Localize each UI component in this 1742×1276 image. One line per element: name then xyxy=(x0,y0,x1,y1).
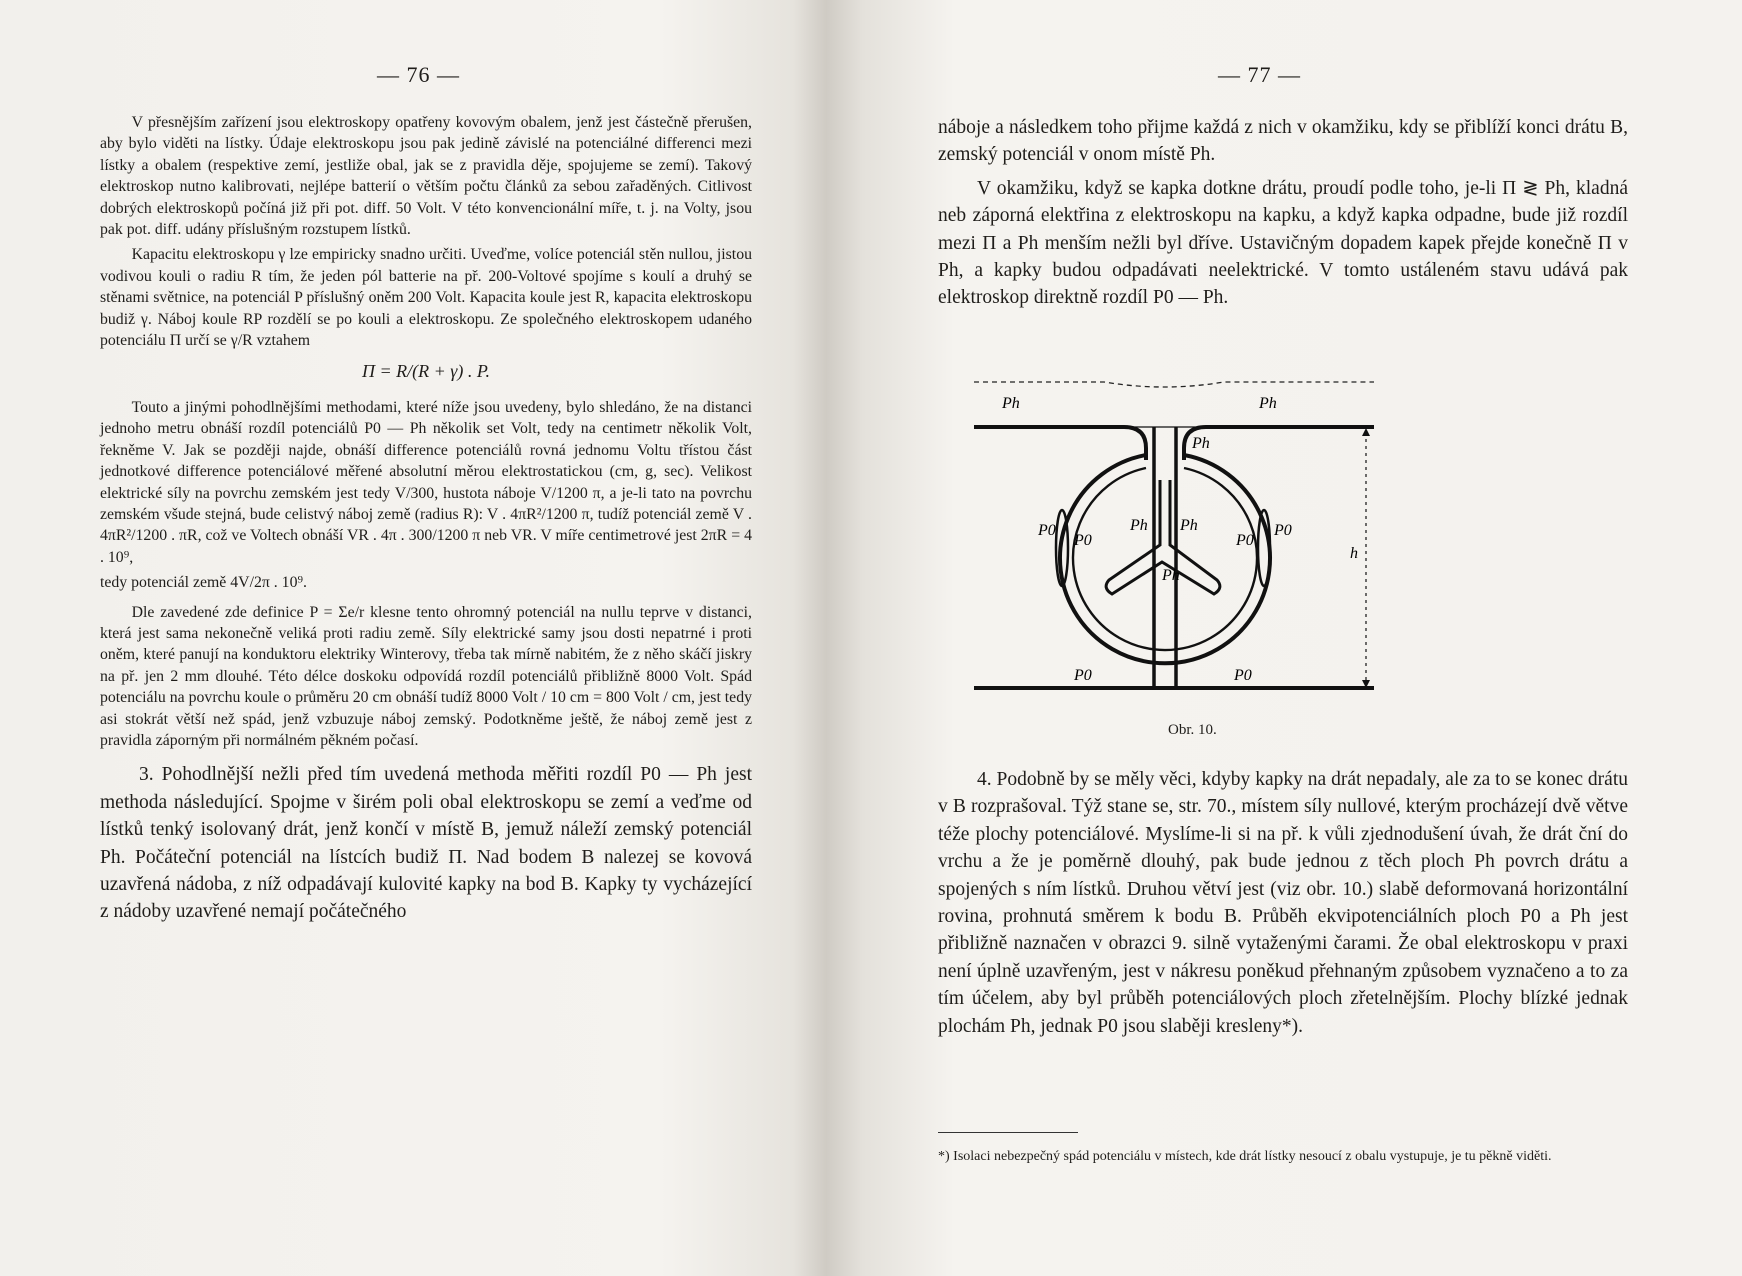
paragraph: V přesnějším zařízení jsou elektroskopy opatřeny kovovým obalem, jenž jest částečně přerušen, aby bylo viděti na lístky. Údaje elektroskopu jsou pak jedině závislé na potenciálné differenci mezi lístky a obalem (respektive zemí, jestliže obal, jak se z pravidla děje, spojujeme se zemí). Takový elektroskop nutno kalibrovati, nejlépe batterií o větším počtu článků za sebou zařaděných. Citlivost dobrých elektroskopů počíná již při pot. diff. 50 Volt. V této konvencionální míře, t. j. na Volty, jsou pak pot. diff. udány příslušným rozstupem lístků. xyxy=(100,114,752,239)
paragraph: 4. Podobně by se měly věci, kdyby kapky na drát nepadaly, ale za to se konec drátu v B rozprašoval. Týž stane se, str. 70., místem síly nullové, kterým procházejí dvě větve téže plochy potenciálové. Myslíme-li si na př. k vůli zjednodušení úvah, že drát ční do vrchu a že je poměrně dlouhý, pak bude jednou z těch ploch Ph povrch drátu a spojených s ním lístků. Druhou větví jest (viz obr. 10.) slabě deformovaná horizontální rovina, prohnutá směrem k bodu B. Průběh ekvipotenciálních ploch P0 a Ph jest přibližně naznačen v obrazci 9. silně vytaženými čarami. Že obal elektroskopu v praxi není úplně uzavřeným, jest v nákresu poněkud přehnaným způsobem vyznačeno a to za tím účelem, aby byl průběh potenciálových ploch zřetelnějším. Plochy blízké jednak plochám Ph, jednak P0 jsou slaběji kresleny*). xyxy=(938,769,1628,1037)
paragraph: tedy potenciál země 4V/2π . 10⁹. xyxy=(100,574,307,592)
label-ph: Ph xyxy=(1192,435,1210,452)
label-p0: P0 xyxy=(1234,667,1252,684)
dashed-boundary xyxy=(974,382,1374,387)
housing-ring xyxy=(1060,455,1270,663)
label-p0: P0 xyxy=(1074,532,1092,549)
paragraph: Dle zavedené zde definice P = Σe/r klesne tento ohromný potenciál na nullu teprve v distanci, která jest sama nekonečně veliká proti radiu země. Síly elektrické samy jsou dosti nepatrné i proti oněm, které panují na konduktoru elektriky Winterovy, třeba tak mírně nabitém, že z něho skáčí jiskry na př. jen 2 mm dlouhé. Této délce doskoku odpovídá rozdíl potenciálů přibližně 8000 Volt. Spád potenciálu na povrchu koule o průměru 20 cm obnáší tudíž 8000 Volt / 10 cm = 800 Volt / cm, jest tedy asi stokrát větší než spád, jenž vzbuzuje náboj zemský. Podotkněme ještě, že náboj země jest z pravidla záporným při normálném pěkném počasí. xyxy=(100,603,752,749)
figure-10 xyxy=(934,370,1494,720)
label-ph: Ph xyxy=(1259,395,1277,412)
paragraph: 3. Pohodlnější nežli před tím uvedená methoda měřiti rozdíl P0 — Ph jest methoda následující. Spojme v širém poli obal elektroskopu se zemí a veďme od lístků tenký isolovaný drát, jenž končí v místě B, jemuž náleží zemský potenciál Ph. Počáteční potenciál na lístcích budiž Π. Nad bodem B nalezej se kovová uzavřená nádoba, z níž odpadávají kulovité kapky na bod B. Kapky ty vycházející z nádoby uzavřené nemají počátečného xyxy=(100,764,752,923)
paragraph: Kapacitu elektroskopu γ lze empiricky snadno určiti. Uveďme, volíce potenciál stěn nullou, jistou vodivou kouli o radiu R tím, že jeden pól batterie na př. 200-Voltové spojíme s koulí a druhý se stěnami světnice, na potenciál P příslušný oněm 200 Volt. Kapacita koule jest R, kapacita elektroskopu budiž γ. Náboj koule RP rozdělí se po kouli a elektroskopu. Ze společného elektroskopem udaného potenciálu Π určí se γ/R vztahem xyxy=(100,246,752,350)
label-ph: Ph xyxy=(1002,395,1020,412)
label-ph: Ph xyxy=(1180,517,1198,534)
right-page xyxy=(826,0,1742,1276)
right-text-column-top xyxy=(938,114,1628,312)
footnote: *) Isolaci nebezpečný spád potenciálu v místech, kde drát lístky nesoucí z obalu vystupuje, je tu pěkně viděti. xyxy=(938,1149,1552,1164)
label-p0: P0 xyxy=(1038,522,1056,539)
label-h: h xyxy=(1350,545,1358,562)
formula: Π = R/(R + γ) . P. xyxy=(361,361,491,382)
top-plate xyxy=(974,427,1374,460)
left-text-column xyxy=(100,112,752,926)
figure-caption: Obr. 10. xyxy=(1168,722,1217,738)
label-p0: P0 xyxy=(1274,522,1292,539)
left-page xyxy=(0,0,826,1276)
paragraph: V okamžiku, když se kapka dotkne drátu, proudí podle toho, je-li Π ≷ Ph, kladná neb záporná elektřina z elektroskopu na kapku, a když kapka odpadne, bude již rozdíl mezi Π a Ph menším nežli byl dříve. Ustavičným dopadem kapek přejde konečně Π v Ph, a kapky budou odpadávati neelektrické. V tomto ustáleném stavu udává pak elektroskop direktně rozdíl P0 — Ph. xyxy=(938,177,1628,309)
label-p0: P0 xyxy=(1074,667,1092,684)
label-ph: Ph xyxy=(1130,517,1148,534)
footnote-rule xyxy=(938,1132,1078,1133)
page-number-right: — 77 — xyxy=(1218,62,1301,87)
page-number-left: — 76 — xyxy=(377,62,460,87)
paragraph: náboje a následkem toho přijme každá z nich v okamžiku, kdy se přiblíží konci drátu B, zemský potenciál v onom místě Ph. xyxy=(938,117,1628,166)
label-ph: Ph xyxy=(1162,567,1180,584)
right-text-column-bottom xyxy=(938,766,1628,1040)
paragraph: Touto a jinými pohodlnějšími methodami, které níže jsou uvedeny, bylo shledáno, že na distanci jednoho metru obnáší rozdíl potenciálů P0 — Ph několik set Volt, tedy na centimetr několik Volt, řekněme V. Jak se později najde, obnáší difference potenciálů rovná jednomu Voltu třístou část jednotkové difference potenciálové měřené absolutní měrou elektrostatickou (cm, g, sec). Velikost elektrické síly na povrchu zemském jest tedy V/300, hustota náboje V/1200 π, a je-li tato na povrchu zemském všude stejná, bude celistvý náboj země (radius R): V . 4πR²/1200 π, tudíž potenciál země V . 4πR²/1200 . πR, což ve Voltech obnáší VR . 4π . 300/1200 π neb VR. V míře centimetrové jest 2πR = 4 . 10⁹, xyxy=(100,398,752,566)
label-p0: P0 xyxy=(1236,532,1254,549)
